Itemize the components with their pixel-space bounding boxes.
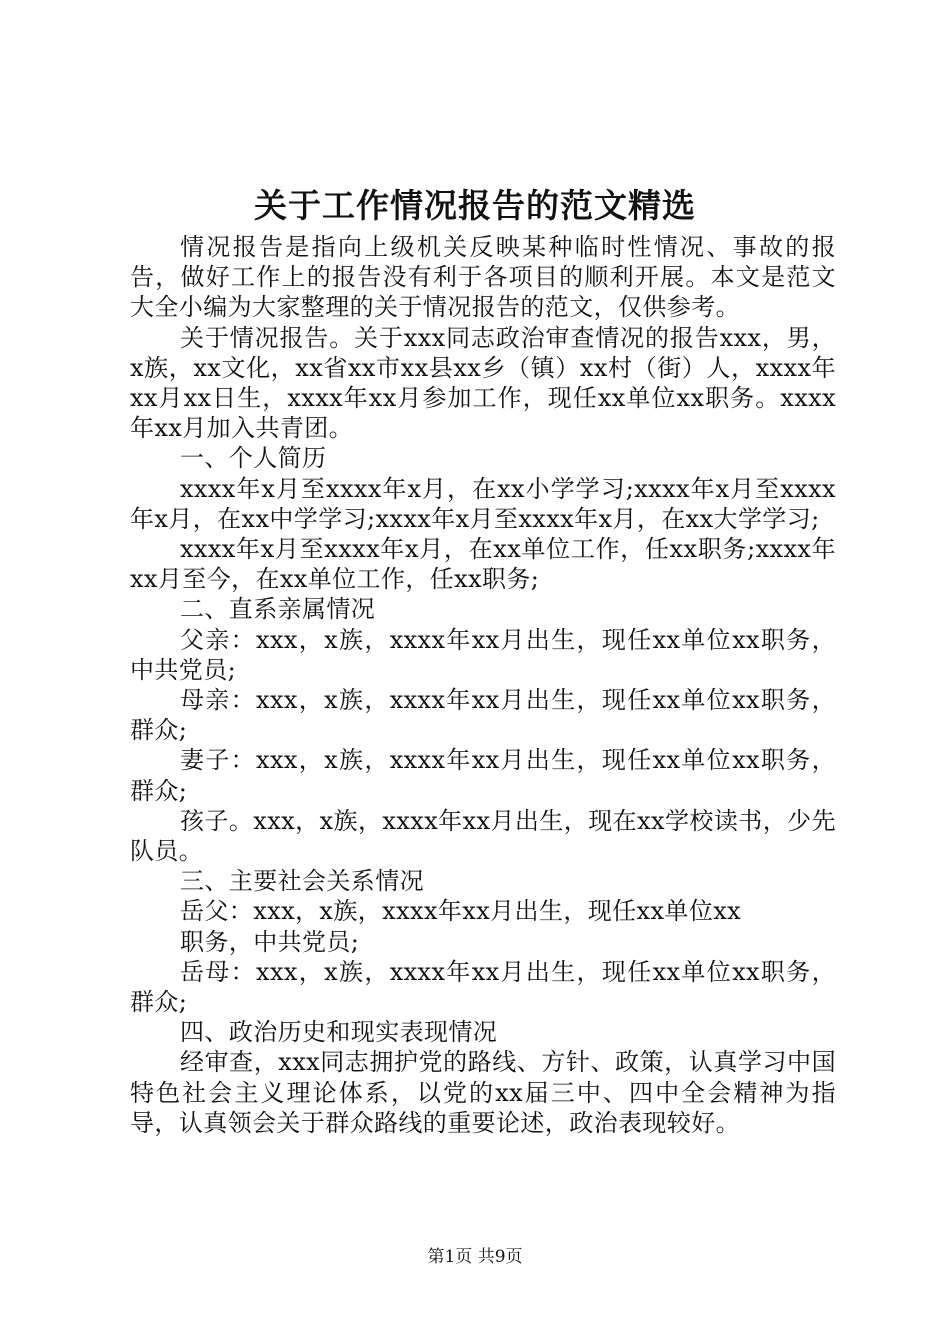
paragraph-mother-in-law: 岳母：xxx，x族，xxxx年xx月出生，现任xx单位xx职务，群众;	[130, 957, 836, 1017]
paragraph-father: 父亲：xxx，x族，xxxx年xx月出生，现任xx单位xx职务，中共党员;	[130, 625, 836, 684]
section-heading-resume: 一、个人简历	[180, 444, 327, 473]
paragraph-father-in-law: 岳父：xxx，x族，xxxx年xx月出生，现任xx单位xx	[180, 897, 742, 926]
section-heading-political: 四、政治历史和现实表现情况	[180, 1018, 498, 1047]
document-body	[130, 232, 836, 1138]
document-title: 关于工作情况报告的范文精选	[254, 186, 696, 225]
paragraph-child: 孩子。xxx，x族，xxxx年xx月出生，现在xx学校读书，少先队员。	[130, 806, 836, 866]
paragraph-resume-education: xxxx年x月至xxxx年x月，在xx小学学习;xxxx年x月至xxxx年x月，在xx中学学习;xxxx年x月至xxxx年x月，在xx大学学习;	[130, 474, 836, 533]
section-heading-social: 三、主要社会关系情况	[180, 867, 424, 896]
paragraph-wife: 妻子：xxx，x族，xxxx年xx月出生，现任xx单位xx职务，群众;	[130, 746, 836, 805]
paragraph-father-in-law-cont: 职务，中共党员;	[180, 927, 360, 956]
paragraph-intro: 情况报告是指向上级机关反映某种临时性情况、事故的报告，做好工作上的报告没有利于各项目的顺利开展。本文是范文大全小编为大家整理的关于情况报告的范文，仅供参考。	[130, 233, 836, 322]
section-heading-family: 二、直系亲属情况	[180, 595, 376, 624]
page-footer: 第1页 共9页	[427, 1247, 523, 1267]
paragraph-political-review: 经审查，xxx同志拥护党的路线、方针、政策，认真学习中国特色社会主义理论体系，以党的xx届三中、四中全会精神为指导，认真领会关于群众路线的重要论述，政治表现较好。	[130, 1048, 836, 1137]
paragraph-report-header: 关于情况报告。关于xxx同志政治审查情况的报告xxx，男，x族，xx文化，xx省xx市xx县xx乡（镇）xx村（街）人，xxxx年xx月xx日生，xxxx年xx月参加工作，现任xx单位xx职务。xxxx年xx月加入共青团。	[130, 323, 836, 443]
paragraph-mother: 母亲：xxx，x族，xxxx年xx月出生，现任xx单位xx职务，群众;	[130, 686, 836, 745]
paragraph-resume-work: xxxx年x月至xxxx年x月，在xx单位工作，任xx职务;xxxx年xx月至今，在xx单位工作，任xx职务;	[130, 535, 836, 594]
